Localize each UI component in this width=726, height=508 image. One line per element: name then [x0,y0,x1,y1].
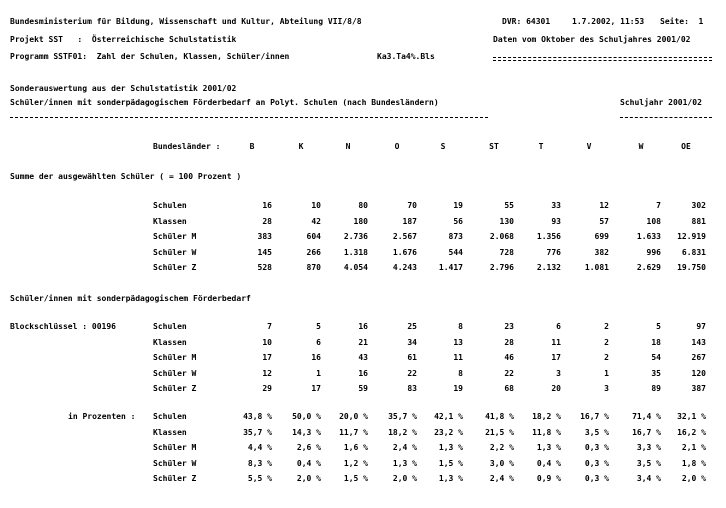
table-cell: 50,0 % [292,412,321,421]
table-cell: 1,6 % [343,443,368,452]
table-cell: 6.831 [681,247,706,257]
table-cell: 43 [358,353,368,362]
table-cell: 1,3 % [392,458,417,468]
table-cell: 130 [499,216,514,226]
table-cell: 6 [556,322,561,331]
table-cell: 42,1 % [434,412,463,421]
states-label: Bundesländer : [153,142,221,151]
table-cell: 34 [407,337,417,347]
table-cell: 120 [691,368,706,378]
state-header-k: K [298,142,304,151]
table-cell: 1.676 [392,247,417,257]
table-cell: 1,3 % [438,474,463,483]
state-header-o: O [394,142,400,151]
table-cell: 2,1 % [681,443,706,452]
title-rule-right [620,117,712,118]
section2-rows-row-label: Schüler M [153,353,197,362]
section1-rows-row-label: Schüler W [153,247,197,257]
program-line: Programm SSTF01: Zahl der Schulen, Klassen, Schüler/innen [10,52,290,61]
table-cell: 17 [262,353,272,362]
table-cell: 12 [262,368,272,378]
section1-rows-row-label: Schüler M [153,232,197,241]
table-cell: 59 [358,384,368,393]
table-cell: 3,0 % [489,458,514,468]
table-cell: 46 [504,353,514,362]
table-cell: 1,5 % [343,474,368,483]
table-cell: 2.736 [343,232,368,241]
table-cell: 267 [691,353,706,362]
table-cell: 71,4 % [632,412,661,421]
table-cell: 16,2 % [677,427,706,437]
table-cell: 4,4 % [247,443,272,452]
table-cell: 23 [504,322,514,331]
table-cell: 89 [651,384,661,393]
state-header-w: W [638,142,644,151]
table-cell: 20 [551,384,561,393]
table-cell: 8,3 % [247,458,272,468]
table-cell: 0,4 % [536,458,561,468]
table-cell: 10 [311,201,321,210]
table-cell: 16,7 % [580,412,609,421]
table-cell: 3,5 % [636,458,661,468]
table-cell: 3,5 % [584,427,609,437]
table-cell: 17 [551,353,561,362]
percent-rows-row-label: Schüler W [153,458,197,468]
table-cell: 29 [262,384,272,393]
state-header-oe: OE [681,142,691,151]
table-cell: 2.629 [636,263,661,272]
table-cell: 383 [257,232,272,241]
table-cell: 16 [358,368,368,378]
table-cell: 2,0 % [296,474,321,483]
table-cell: 14,3 % [292,427,321,437]
table-cell: 80 [358,201,368,210]
state-header-b: B [249,142,255,151]
table-cell: 35,7 % [388,412,417,421]
table-cell: 42 [311,216,321,226]
file-name: Ka3.Ta4%.Bls [377,52,435,61]
table-cell: 1.633 [636,232,661,241]
table-cell: 1.356 [536,232,561,241]
section2-rows-row-label: Schulen [153,322,187,331]
table-cell: 2,4 % [392,443,417,452]
table-cell: 8 [458,322,463,331]
section2-rows-row-label: Schüler Z [153,384,197,393]
state-header-s: S [440,142,446,151]
table-cell: 13 [453,337,463,347]
table-cell: 1 [316,368,321,378]
table-cell: 35,7 % [243,427,272,437]
table-cell: 25 [407,322,417,331]
table-cell: 93 [551,216,561,226]
table-cell: 32,1 % [677,412,706,421]
table-cell: 699 [594,232,609,241]
table-cell: 1.417 [438,263,463,272]
table-cell: 11,8 % [532,427,561,437]
table-cell: 61 [407,353,417,362]
state-header-v: V [586,142,592,151]
table-cell: 2,2 % [489,443,514,452]
table-cell: 16 [262,201,272,210]
table-cell: 16 [311,353,321,362]
percent-rows-row-label: Schulen [153,412,187,421]
table-cell: 33 [551,201,561,210]
report-subtitle: Schüler/innen mit sonderpädagogischem Förderbedarf an Polyt. Schulen (nach Bundesländern) [10,98,439,107]
table-cell: 1,3 % [438,443,463,452]
dvr-number: DVR: 64301 [502,17,551,26]
percent-label: in Prozenten : [68,412,136,421]
table-cell: 266 [306,247,321,257]
header-underline [493,57,712,61]
school-year: Schuljahr 2001/02 [620,98,702,107]
table-cell: 18 [651,337,661,347]
project-line: Projekt SST : Österreichische Schulstatistik [10,35,237,44]
ministry-line: Bundesministerium für Bildung, Wissenschaft und Kultur, Abteilung VII/8/8 [10,17,362,26]
table-cell: 776 [546,247,561,257]
table-cell: 2,6 % [296,443,321,452]
table-cell: 83 [407,384,417,393]
section2-rows-row-label: Schüler W [153,368,197,378]
table-cell: 382 [594,247,609,257]
table-cell: 5 [316,322,321,331]
table-cell: 2 [604,322,609,331]
table-cell: 19.750 [677,263,706,272]
table-cell: 2,4 % [489,474,514,483]
table-cell: 3 [556,368,561,378]
table-cell: 3,4 % [636,474,661,483]
table-cell: 18,2 % [532,412,561,421]
table-cell: 2,0 % [392,474,417,483]
table-cell: 35 [651,368,661,378]
table-cell: 4.054 [343,263,368,272]
state-header-t: T [538,142,544,151]
table-cell: 180 [353,216,368,226]
table-cell: 41,8 % [485,412,514,421]
table-cell: 28 [504,337,514,347]
table-cell: 996 [646,247,661,257]
percent-rows-row-label: Schüler Z [153,474,197,483]
table-cell: 20,0 % [339,412,368,421]
block-key-label: Blockschlüssel : 00196 [10,322,116,331]
table-cell: 18,2 % [388,427,417,437]
table-cell: 108 [646,216,661,226]
table-cell: 70 [407,201,417,210]
table-cell: 11,7 % [339,427,368,437]
table-cell: 57 [599,216,609,226]
table-cell: 28 [262,216,272,226]
table-cell: 0,4 % [296,458,321,468]
section2-label: Schüler/innen mit sonderpädagogischem Förderbedarf [10,294,251,303]
page-number: Seite: 1 [660,17,704,26]
table-cell: 145 [257,247,272,257]
table-cell: 17 [311,384,321,393]
table-cell: 187 [402,216,417,226]
table-cell: 870 [306,263,321,272]
table-cell: 5,5 % [247,474,272,483]
section1-rows-row-label: Schüler Z [153,263,197,272]
table-cell: 2.567 [392,232,417,241]
report-title: Sonderauswertung aus der Schulstatistik 2001/02 [10,84,237,93]
percent-rows-row-label: Schüler M [153,443,197,452]
section2-rows-row-label: Klassen [153,337,187,347]
table-cell: 2.068 [489,232,514,241]
table-cell: 19 [453,201,463,210]
table-cell: 22 [407,368,417,378]
table-cell: 1,3 % [536,443,561,452]
table-cell: 10 [262,337,272,347]
table-cell: 12 [599,201,609,210]
table-cell: 3,3 % [636,443,661,452]
table-cell: 55 [504,201,514,210]
table-cell: 7 [267,322,272,331]
table-cell: 43,8 % [243,412,272,421]
table-cell: 528 [257,263,272,272]
table-cell: 1,8 % [681,458,706,468]
table-cell: 21 [358,337,368,347]
table-cell: 56 [453,216,463,226]
table-cell: 387 [691,384,706,393]
table-cell: 0,3 % [584,474,609,483]
table-cell: 22 [504,368,514,378]
table-cell: 97 [696,322,706,331]
table-cell: 16 [358,322,368,331]
table-cell: 5 [656,322,661,331]
table-cell: 728 [499,247,514,257]
table-cell: 7 [656,201,661,210]
table-cell: 873 [448,232,463,241]
state-header-st: ST [489,142,499,151]
table-cell: 3 [604,384,609,393]
table-cell: 11 [453,353,463,362]
state-header-n: N [345,142,351,151]
print-datetime: 1.7.2002, 11:53 [572,17,645,26]
section1-label: Summe der ausgewählten Schüler ( = 100 Prozent ) [10,172,242,181]
table-cell: 2,0 % [681,474,706,483]
table-cell: 1 [604,368,609,378]
table-cell: 23,2 % [434,427,463,437]
table-cell: 0,9 % [536,474,561,483]
table-cell: 1,5 % [438,458,463,468]
title-rule-left [10,117,488,118]
data-source: Daten vom Oktober des Schuljahres 2001/02 [493,35,691,44]
table-cell: 68 [504,384,514,393]
table-cell: 0,3 % [584,443,609,452]
table-cell: 54 [651,353,661,362]
table-cell: 1.318 [343,247,368,257]
table-cell: 11 [551,337,561,347]
table-cell: 4.243 [392,263,417,272]
table-cell: 12.919 [677,232,706,241]
table-cell: 19 [453,384,463,393]
table-cell: 544 [448,247,463,257]
table-cell: 2 [604,337,609,347]
table-cell: 881 [691,216,706,226]
table-cell: 302 [691,201,706,210]
table-cell: 1.081 [584,263,609,272]
table-cell: 0,3 % [584,458,609,468]
table-cell: 8 [458,368,463,378]
table-cell: 2.132 [536,263,561,272]
table-cell: 21,5 % [485,427,514,437]
table-cell: 2.796 [489,263,514,272]
table-cell: 604 [306,232,321,241]
section1-rows-row-label: Klassen [153,216,187,226]
table-cell: 16,7 % [632,427,661,437]
percent-rows-row-label: Klassen [153,427,187,437]
table-cell: 6 [316,337,321,347]
section1-rows-row-label: Schulen [153,201,187,210]
table-cell: 1,2 % [343,458,368,468]
table-cell: 143 [691,337,706,347]
table-cell: 2 [604,353,609,362]
